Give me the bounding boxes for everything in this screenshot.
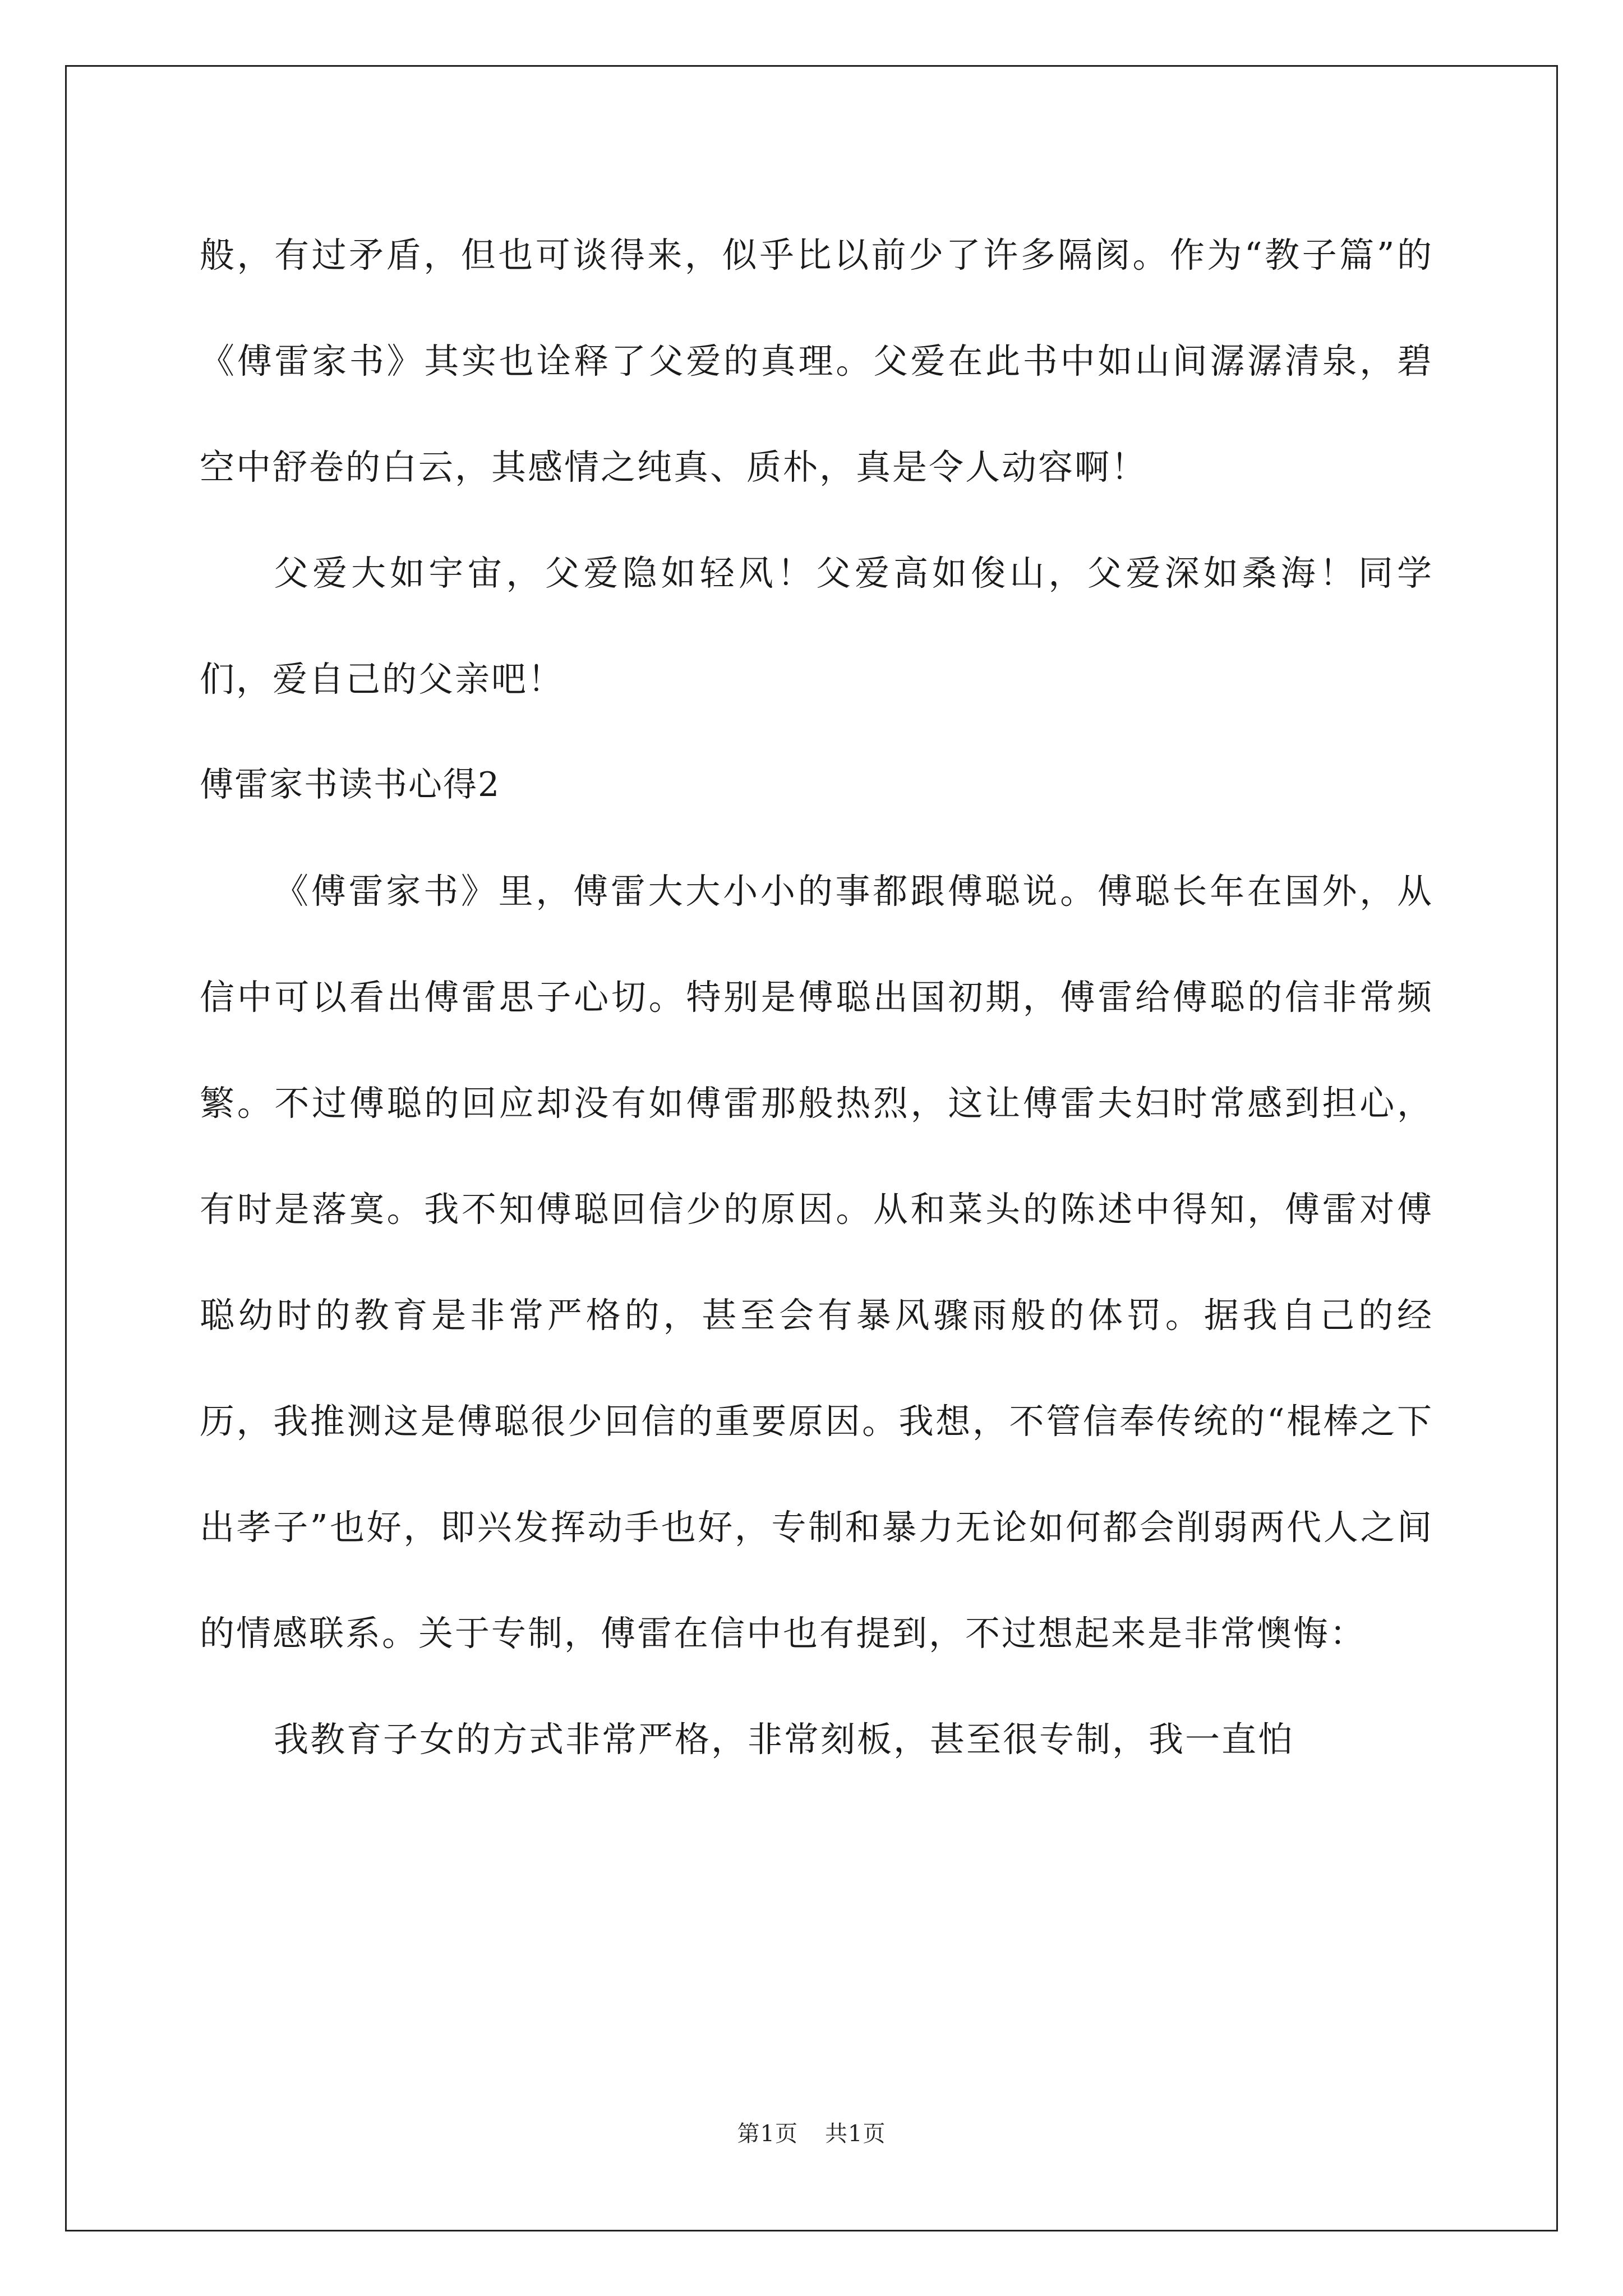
body-paragraph: 父爱大如宇宙，父爱隐如轻风！父爱高如俊山，父爱深如桑海！同学们，爱自己的父亲吧！ — [200, 553, 1433, 700]
body-paragraph: 我教育子女的方式非常严格，非常刻板，甚至很专制，我一直怕 — [274, 1719, 1295, 1760]
document-body — [200, 202, 1433, 1792]
section-heading: 傅雷家书读书心得2 — [200, 765, 501, 804]
page-number: 第1页 — [737, 2121, 798, 2147]
body-paragraph: 《傅雷家书》里，傅雷大大小小的事都跟傅聪说。傅聪长年在国外，从信中可以看出傅雷思子心切。特别是傅聪出国初期，傅雷给傅聪的信非常频繁。不过傅聪的回应却没有如傅雷那般热烈，这让傅雷夫妇时常感到担心，有时是落寞。我不知傅聪回信少的原因。从和菜头的陈述中得知，傅雷对傅聪幼时的教育是非常严格的，甚至会有暴风骤雨般的体罚。据我自己的经历，我推测这是傅聪很少回信的重要原因。我想，不管信奉传统的“棍棒之下出孝子”也好，即兴发挥动手也好，专制和暴力无论如何都会削弱两代人之间的情感联系。关于专制，傅雷在信中也有提到，不过想起来是非常懊悔： — [200, 871, 1433, 1654]
body-paragraph: 般，有过矛盾，但也可谈得来，似乎比以前少了许多隔阂。作为“教子篇”的《傅雷家书》其实也诠释了父爱的真理。父爱在此书中如山间潺潺清泉，碧空中舒卷的白云，其感情之纯真、质朴，真是令人动容啊！ — [200, 234, 1433, 487]
page-total: 共1页 — [825, 2121, 886, 2147]
page-footer — [0, 2116, 1623, 2148]
